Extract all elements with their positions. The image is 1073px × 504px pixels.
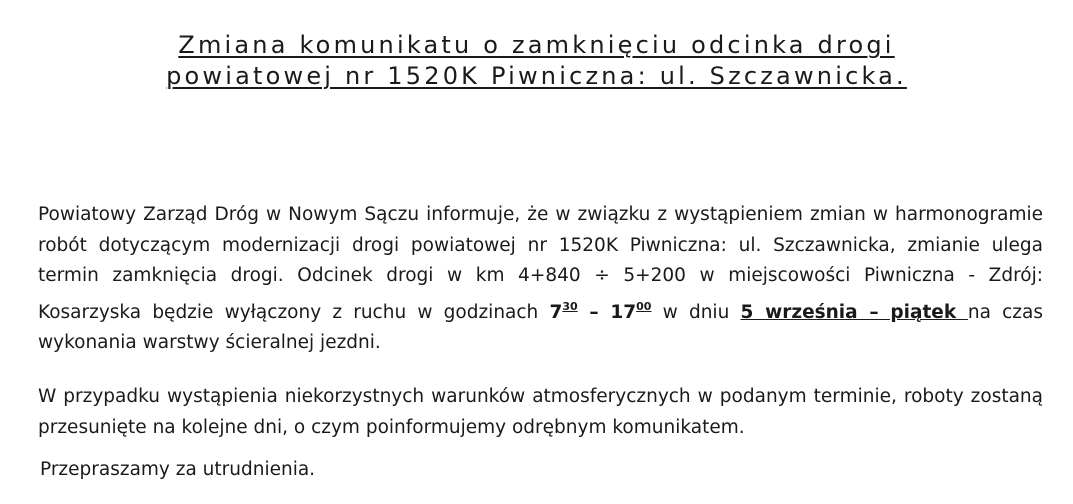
- announcement-paragraph-1: [38, 200, 1043, 359]
- closure-time-range: [549, 299, 652, 323]
- time-start-minutes: 30: [562, 299, 578, 313]
- time-end-minutes: 00: [636, 299, 652, 313]
- time-start-hour: 7: [549, 301, 563, 323]
- paragraph-1-end-text: na czas wykonania warstwy ścieralnej jezdni.: [38, 301, 1043, 353]
- title-line-2: powiatowej nr 1520K Piwniczna: ul. Szczawnicka.: [166, 62, 907, 90]
- time-separator: –: [577, 301, 611, 323]
- announcement-paragraph-2: W przypadku wystąpienia niekorzystnych warunków atmosferycznych w podanym terminie, roboty zostaną przesunięte na kolejne dni, o czym poinformujemy odrębnym komunikatem.: [38, 386, 1043, 438]
- title-line-1: Zmiana komunikatu o zamknięciu odcinka drogi: [178, 31, 895, 59]
- paragraph-1-text: Powiatowy Zarząd Dróg w Nowym Sączu informuje, że w związku z wystąpieniem zmian w harmonogramie robót dotyczącym modernizacji drogi powiatowej nr 1520K Piwniczna: ul. Szczawnicka, zmianie ulega termin zamknięcia drogi. Odcinek drogi w km 4+840 ÷ 5+200 w miejscowości Piwniczna - Zdrój: Kosarzyska będzie wyłączony z ruchu w godzinach: [38, 204, 1043, 323]
- paragraph-1-day-text: w dniu: [651, 301, 741, 323]
- time-end-hour: 17: [610, 301, 637, 323]
- closure-date: 5 września – piątek: [740, 301, 968, 323]
- closing-apology: Przepraszamy za utrudnienia.: [40, 459, 316, 480]
- announcement-title: [0, 30, 1073, 92]
